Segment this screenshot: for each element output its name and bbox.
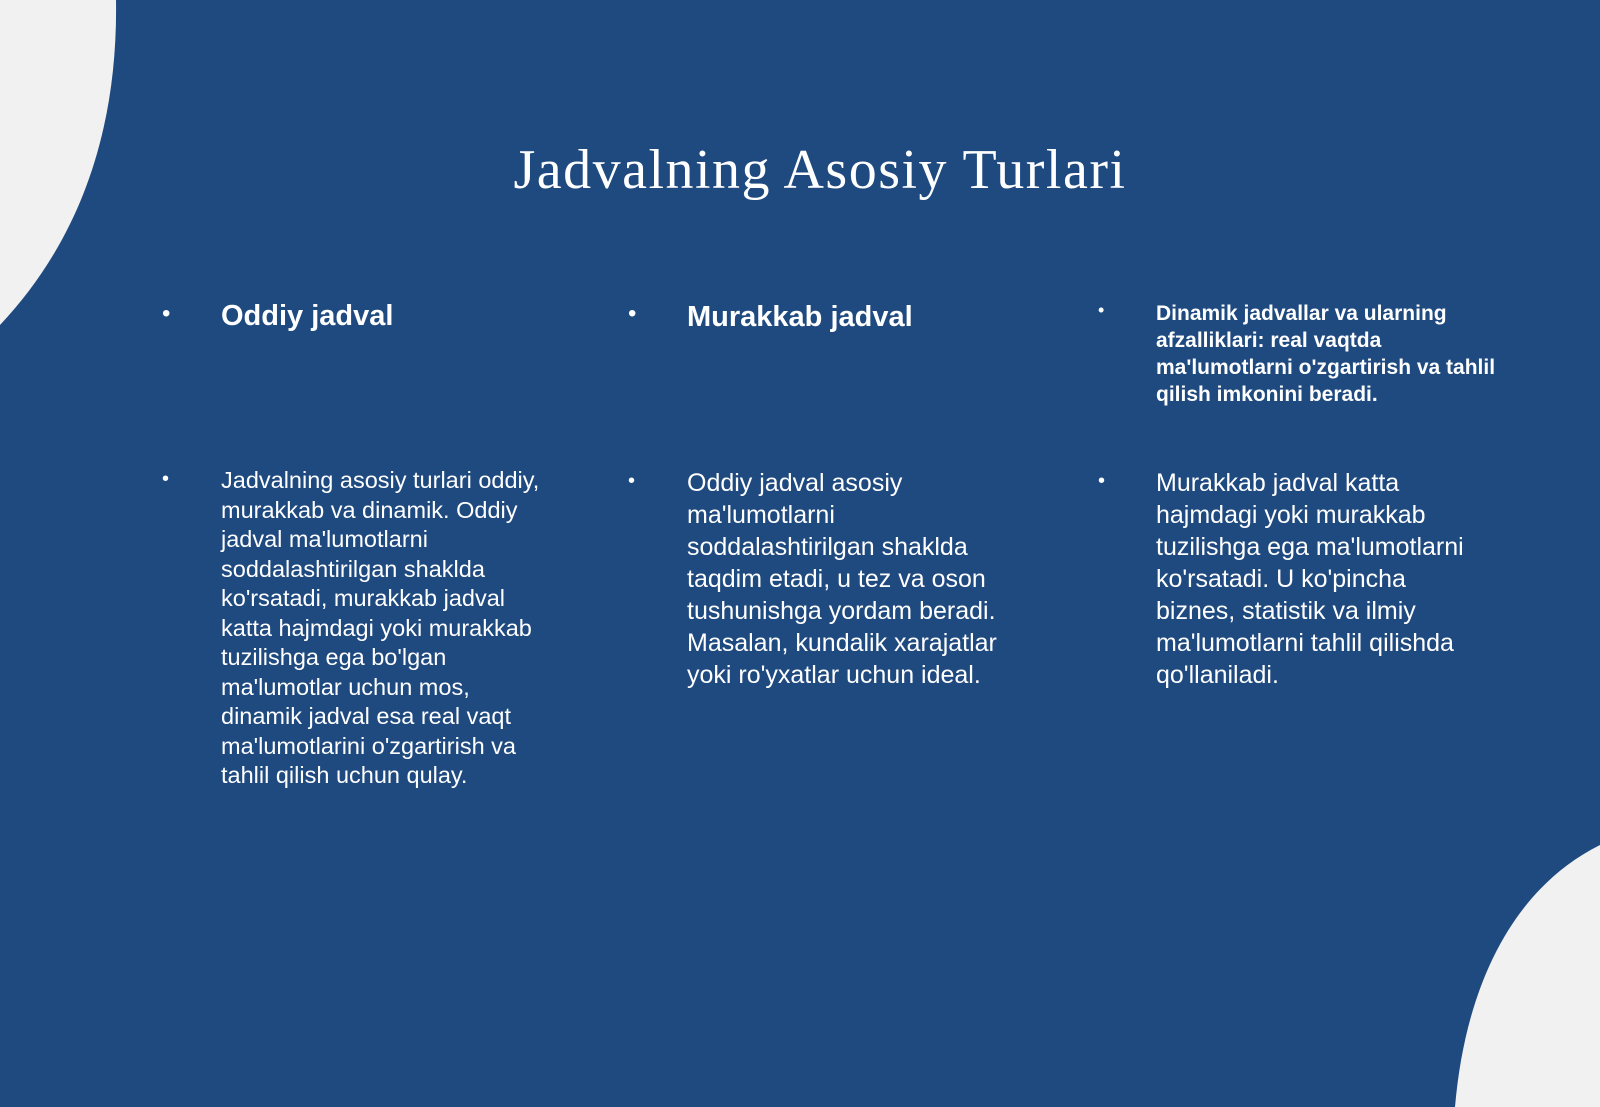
bullet-marker: •	[162, 300, 171, 327]
column-3-body: Murakkab jadval katta hajmdagi yoki murakkab tuzilishga ega ma'lumotlarni ko'rsatadi. U ko'pincha biznes, statistik va ilmiy ma'lumotlarni tahlil qilishda qo'llaniladi.	[1156, 469, 1464, 689]
column-1-heading-block	[221, 298, 561, 334]
column-2-body-block	[687, 467, 1017, 691]
bullet-marker: •	[162, 468, 170, 490]
column-3-body-block	[1156, 467, 1486, 691]
column-2-heading-block	[687, 299, 1047, 335]
column-1-body-block	[221, 466, 551, 791]
column-1-heading: Oddiy jadval	[221, 300, 394, 332]
bullet-marker: •	[1098, 470, 1106, 492]
column-2-heading: Murakkab jadval	[687, 301, 913, 333]
column-2-body: Oddiy jadval asosiy ma'lumotlarni soddalashtirilgan shaklda taqdim etadi, u tez va oson tushunishga yordam beradi. Masalan, kundalik xarajatlar yoki ro'yxatlar uchun ideal.	[687, 469, 997, 689]
bullet-marker: •	[628, 300, 637, 327]
bullet-marker: •	[628, 470, 636, 492]
column-3-heading-block	[1156, 300, 1496, 408]
slide-title: Jadvalning Asosiy Turlari	[513, 139, 1127, 201]
column-1-body: Jadvalning asosiy turlari oddiy, murakkab va dinamik. Oddiy jadval ma'lumotlarni soddalashtirilgan shaklda ko'rsatadi, murakkab jadval katta hajmdagi yoki murakkab tuzilishga ega bo'lgan ma'lumotlar uchun mos, dinamik jadval esa real vaqt ma'lumotlarini o'zgartirish va tahlil qilish uchun qulay.	[221, 467, 540, 788]
bullet-marker: •	[1098, 300, 1105, 320]
column-3-heading: Dinamik jadvallar va ularning afzalliklari: real vaqtda ma'lumotlarni o'zgartirish va tahlil qilish imkonini beradi.	[1156, 302, 1496, 406]
